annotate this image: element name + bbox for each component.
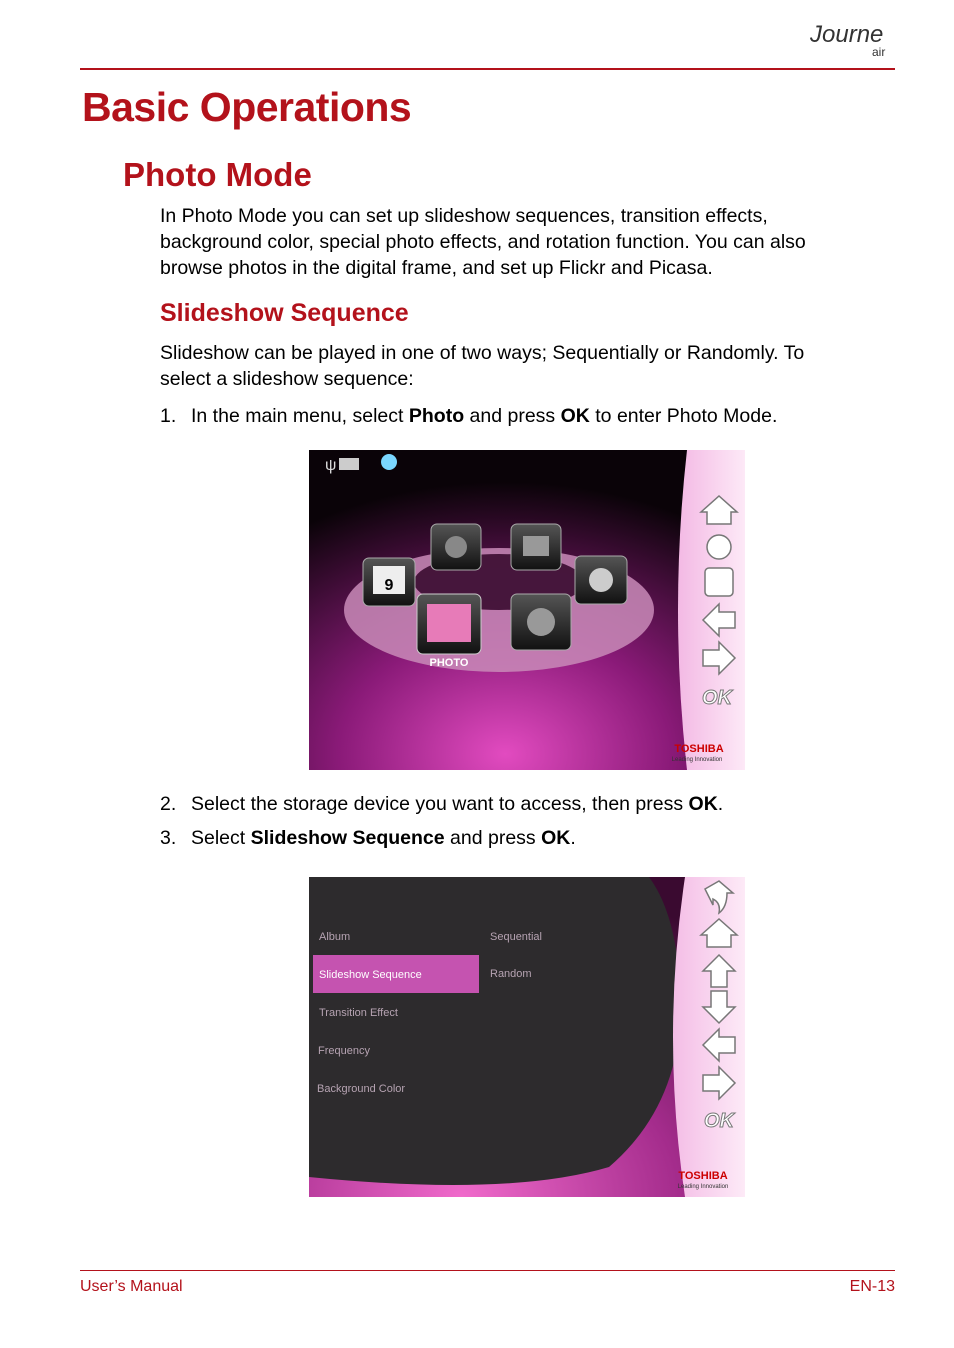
section-title: Photo Mode [123, 156, 312, 193]
slideshow-menu-screenshot [309, 877, 745, 1197]
option-random[interactable]: Random [490, 968, 532, 980]
play-icon[interactable] [707, 535, 731, 559]
menu-item-slideshow-sequence[interactable]: Slideshow Sequence [319, 969, 422, 981]
logo-sub: air [872, 45, 886, 59]
header-rule [80, 68, 895, 70]
page-title: Basic Operations [82, 84, 412, 130]
menu-item-album[interactable]: Album [319, 931, 351, 943]
wifi-icon: ψ [325, 457, 337, 474]
desc-line-2: select a slideshow sequence: [160, 368, 414, 390]
main-menu-screenshot [309, 450, 745, 770]
step-3: 3. Select Slideshow Sequence and press OK. [160, 827, 576, 849]
slideshow-icon[interactable] [705, 568, 733, 596]
signal-icon [339, 458, 359, 470]
ok-button[interactable]: OK [702, 687, 732, 709]
menu-tile-photo[interactable] [417, 594, 481, 654]
ok-button[interactable]: OK [704, 1110, 734, 1132]
photo-label: PHOTO [429, 657, 469, 669]
intro-line-1: In Photo Mode you can set up slideshow sequences, transition effects, [160, 205, 768, 227]
menu-item-frequency[interactable]: Frequency [318, 1045, 370, 1057]
toshiba-tagline: Leading Innovation [677, 1184, 729, 1190]
menu-tile-settings[interactable] [511, 594, 571, 650]
logo-text: Journe [810, 21, 884, 48]
option-sequential[interactable]: Sequential [490, 931, 542, 943]
menu-tile-video[interactable] [511, 524, 561, 570]
menu-tile-music[interactable] [431, 524, 481, 570]
desc-line-1: Slideshow can be played in one of two ways; Sequentially or Randomly. To [160, 342, 805, 364]
subsection-title: Slideshow Sequence [160, 299, 409, 327]
toshiba-brand: TOSHIBA [674, 743, 724, 755]
toshiba-tagline: Leading Innovation [671, 757, 723, 763]
status-dot-icon [381, 454, 397, 470]
journe-air-logo [808, 14, 898, 66]
toshiba-brand: TOSHIBA [678, 1170, 728, 1182]
intro-line-3: browse photos in the digital frame, and set up Flickr and Picasa. [160, 257, 713, 279]
footer-page-number: EN-13 [849, 1278, 895, 1295]
menu-tile-calendar[interactable] [363, 558, 415, 606]
footer-manual: User’s Manual [80, 1278, 183, 1295]
step-1: 1. In the main menu, select Photo and press OK to enter Photo Mode. [160, 405, 778, 427]
menu-item-transition-effect[interactable]: Transition Effect [319, 1007, 398, 1019]
footer-rule [80, 1270, 895, 1271]
menu-item-background-color[interactable]: Background Color [317, 1083, 406, 1095]
menu-tile-speaker[interactable] [575, 556, 627, 604]
step-2: 2. Select the storage device you want to access, then press OK. [160, 793, 724, 815]
calendar-day: 9 [384, 577, 394, 594]
intro-line-2: background color, special photo effects, and rotation function. You can also [160, 231, 806, 253]
